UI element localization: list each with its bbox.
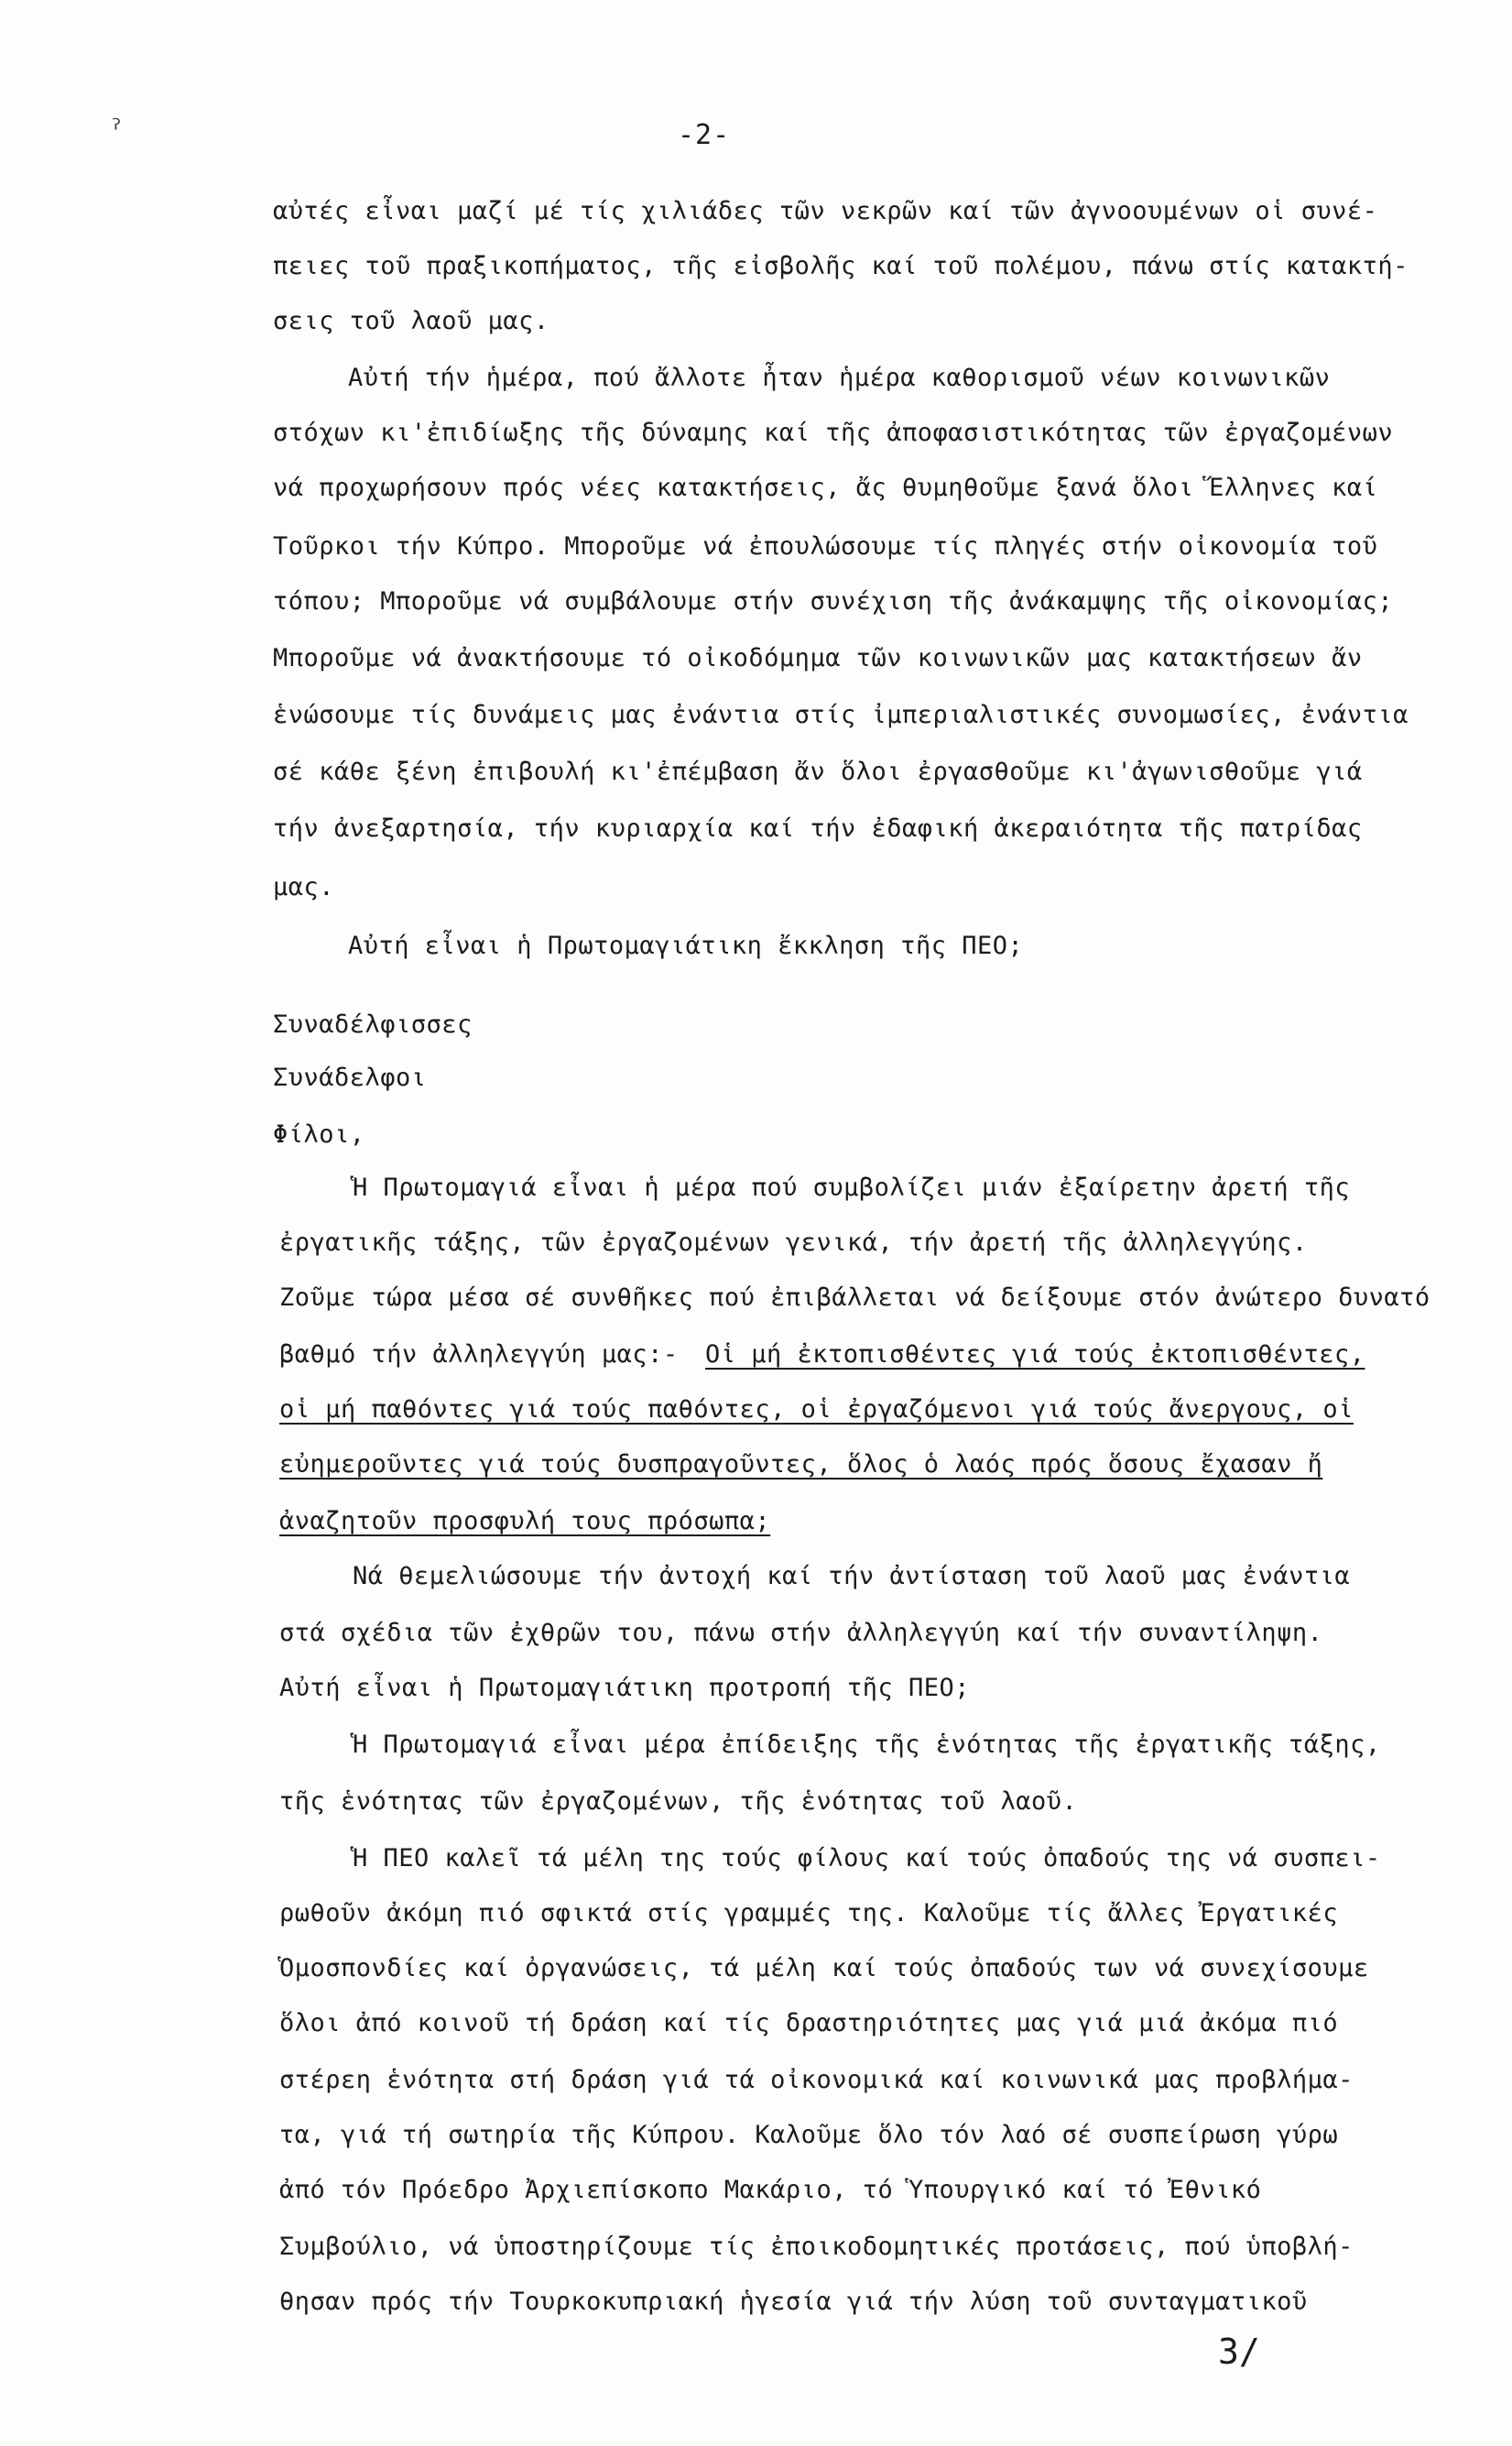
text-line: Αὐτή τήν ἡμέρα, πού ἄλλοτε ἦταν ἡμέρα καθορισμοῦ νέων κοινωνικῶν	[348, 364, 1331, 392]
text-line: Ἡ ΠΕΟ καλεῖ τά μέλη της τούς φίλους καί τούς ὀπαδούς της νά συσπει-	[353, 1844, 1381, 1873]
text-line: στά σχέδια τῶν ἐχθρῶν του, πάνω στήν ἀλληλεγγύη καί τήν συναντίληψη.	[279, 1619, 1323, 1647]
text-line: στέρεη ἑνότητα στή δράση γιά τά οἰκονομικά καί κοινωνικά μας προβλήμα-	[279, 2066, 1354, 2094]
salutation-line: Συνάδελφοι	[273, 1064, 427, 1092]
text-line: σεις τοῦ λαοῦ μας.	[273, 307, 549, 335]
text-line: ὅλοι ἀπό κοινοῦ τή δράση καί τίς δραστηριότητες μας γιά μιά ἀκόμα πιό	[279, 2009, 1339, 2037]
salutation-line: Συναδέλφισσες	[273, 1010, 473, 1039]
text-line: στόχων κι'ἐπιδίωξης τῆς δύναμης καί τῆς ἀποφασιστικότητας τῶν ἐργαζομένων	[273, 419, 1394, 447]
text-line: Ἡ Πρωτομαγιά εἶναι μέρα ἐπίδειξης τῆς ἑνότητας τῆς ἐργατικῆς τάξης,	[353, 1731, 1381, 1759]
text-line: ἀπό τόν Πρόεδρο Ἀρχιεπίσκοπο Μακάριο, τό Ὑπουργικό καί τό Ἐθνικό	[279, 2176, 1262, 2204]
text-line: νά προχωρήσουν πρός νέες κατακτήσεις, ἄς θυμηθοῦμε ξανά ὅλοι Ἕλληνες καί	[273, 474, 1378, 502]
underlined-line: ἀναζητοῦν προσφυλή τους πρόσωπα;	[279, 1507, 771, 1535]
text-line: ἐργατικῆς τάξης, τῶν ἐργαζομένων γενικά, τήν ἀρετή τῆς ἀλληλεγγύης.	[279, 1228, 1308, 1257]
salutation-line: Φίλοι,	[273, 1120, 365, 1149]
text-line: Ἡ Πρωτομαγιά εἶναι ἡ μέρα πού συμβολίζει μιάν ἐξαίρετην ἀρετή τῆς	[353, 1174, 1351, 1202]
text-line: τήν ἀνεξαρτησία, τήν κυριαρχία καί τήν ἐδαφική ἀκεραιότητα τῆς πατρίδας	[273, 814, 1363, 843]
text-line: τῆς ἑνότητας τῶν ἐργαζομένων, τῆς ἑνότητας τοῦ λαοῦ.	[279, 1787, 1078, 1816]
underlined-line: εὐημεροῦντες γιά τούς δυσπραγοῦντες, ὅλος ὁ λαός πρός ὅσους ἔχασαν ἤ	[279, 1450, 1323, 1479]
text-line: Ὁμοσπονδίες καί ὀργανώσεις, τά μέλη καί τούς ὀπαδούς των νά συνεχίσουμε	[279, 1954, 1369, 1982]
text-line: τα, γιά τή σωτηρία τῆς Κύπρου. Καλοῦμε ὅλο τόν λαό σέ συσπείρωση γύρω	[279, 2121, 1339, 2149]
text-line: τόπου; Μποροῦμε νά συμβάλουμε στήν συνέχιση τῆς ἀνάκαμψης τῆς οἰκονομίας;	[273, 587, 1394, 616]
text-line: μας.	[273, 873, 335, 901]
text-line: αὐτές εἶναι μαζί μέ τίς χιλιάδες τῶν νεκρῶν καί τῶν ἀγνοουμένων οἱ συνέ-	[273, 197, 1378, 225]
text-line: Τοῦρκοι τήν Κύπρο. Μποροῦμε νά ἐπουλώσουμε τίς πληγές στήν οἰκονομία τοῦ	[273, 532, 1378, 561]
text-line: ἑνώσουμε τίς δυνάμεις μας ἐνάντια στίς ἰμπεριαλιστικές συνομωσίες, ἐνάντια	[273, 701, 1409, 729]
corner-mark: ˀ	[108, 117, 125, 149]
text-line: Αὐτή εἶναι ἡ Πρωτομαγιάτικη ἔκκληση τῆς ΠΕΟ;	[348, 932, 1024, 960]
text-line: Νά θεμελιώσουμε τήν ἀντοχή καί τήν ἀντίσταση τοῦ λαοῦ μας ἐνάντια	[353, 1562, 1351, 1590]
text-line: πειες τοῦ πραξικοπήματος, τῆς εἰσβολῆς καί τοῦ πολέμου, πάνω στίς κατακτή-	[273, 252, 1409, 280]
text-line: βαθμό τήν ἀλληλεγγύη μας:-	[279, 1340, 679, 1369]
underlined-line: οἱ μή παθόντες γιά τούς παθόντες, οἱ ἐργαζόμενοι γιά τούς ἄνεργους, οἱ	[279, 1395, 1354, 1424]
page-number: -2-	[678, 119, 731, 151]
text-line: Συμβούλιο, νά ὑποστηρίζουμε τίς ἐποικοδομητικές προτάσεις, πού ὑποβλή-	[279, 2233, 1354, 2261]
text-line: Αὐτή εἶναι ἡ Πρωτομαγιάτικη προτροπή τῆς ΠΕΟ;	[279, 1674, 970, 1702]
text-line: θησαν πρός τήν Τουρκοκυπριακή ἡγεσία γιά τήν λύση τοῦ συνταγματικοῦ	[279, 2288, 1308, 2316]
text-line: Ζοῦμε τώρα μέσα σέ συνθῆκες πού ἐπιβάλλεται νά δείξουμε στόν ἀνώτερο δυνατό	[279, 1283, 1430, 1312]
underlined-line: Οἱ μή ἐκτοπισθέντες γιά τούς ἐκτοπισθέντες,	[705, 1340, 1365, 1369]
next-page-mark: 3/	[1218, 2331, 1260, 2372]
text-line: σέ κάθε ξένη ἐπιβουλή κι'ἐπέμβαση ἄν ὅλοι ἐργασθοῦμε κι'ἀγωνισθοῦμε γιά	[273, 758, 1363, 786]
text-line: Μποροῦμε νά ἀνακτήσουμε τό οἰκοδόμημα τῶν κοινωνικῶν μας κατακτήσεων ἄν	[273, 644, 1363, 672]
text-line: ρωθοῦν ἀκόμη πιό σφικτά στίς γραμμές της. Καλοῦμε τίς ἄλλες Ἐργατικές	[279, 1899, 1339, 1927]
